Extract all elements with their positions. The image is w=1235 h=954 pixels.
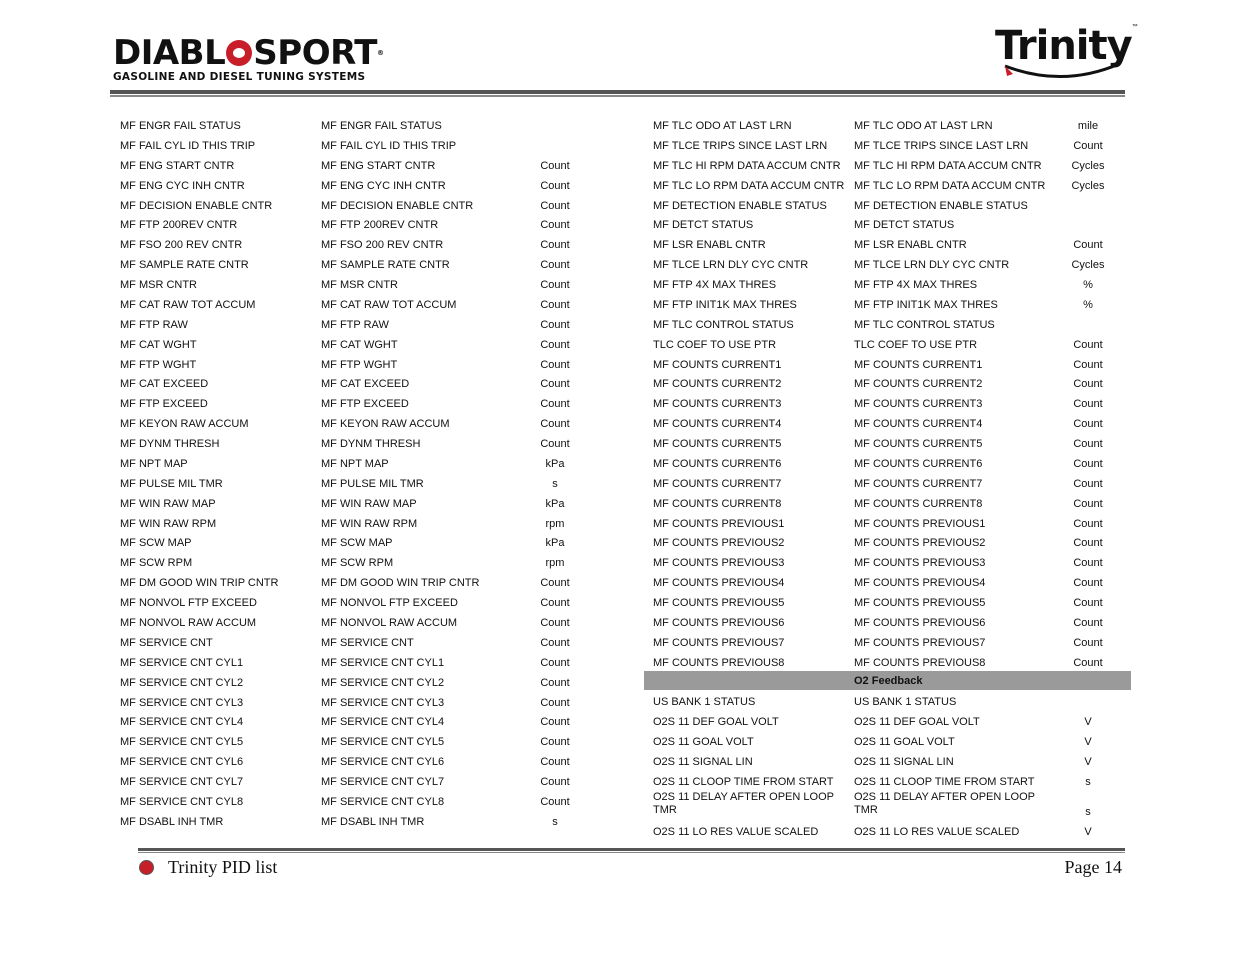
pid-unit: rpm bbox=[545, 517, 565, 530]
pid-description: MF SERVICE CNT CYL3 bbox=[321, 696, 445, 709]
pid-unit: s bbox=[1085, 776, 1091, 788]
header-rule-thin bbox=[110, 95, 1125, 97]
pid-description: MF DECISION ENABLE CNTR bbox=[321, 199, 474, 212]
pid-unit: Count bbox=[540, 219, 570, 232]
pid-description: MF DETCT STATUS bbox=[854, 219, 955, 232]
pid-unit: s bbox=[552, 815, 558, 828]
pid-unit: Count bbox=[1073, 557, 1103, 570]
pid-unit: Count bbox=[540, 696, 570, 709]
pid-name: MF DSABL INH TMR bbox=[120, 815, 224, 828]
pid-description: MF TLC ODO AT LAST LRN bbox=[854, 120, 993, 132]
section-header-o2-feedback: O2 Feedback bbox=[854, 675, 923, 687]
pid-unit: Count bbox=[1073, 537, 1103, 550]
pid-name: MF COUNTS CURRENT2 bbox=[653, 378, 782, 391]
pid-unit: Count bbox=[540, 636, 570, 649]
pid-name: MF COUNTS CURRENT7 bbox=[653, 477, 782, 490]
pid-name: MF FTP EXCEED bbox=[120, 398, 208, 411]
pid-unit: Cycles bbox=[1071, 179, 1105, 192]
pid-description: MF TLCE LRN DLY CYC CNTR bbox=[854, 259, 1010, 272]
pid-name: MF DETECTION ENABLE STATUS bbox=[653, 199, 827, 212]
pid-unit: Count bbox=[540, 676, 570, 689]
pid-name: MF SCW RPM bbox=[120, 557, 193, 570]
pid-description: O2S 11 CLOOP TIME FROM START bbox=[854, 776, 1035, 788]
pid-unit: s bbox=[1085, 806, 1091, 818]
pid-name: MF COUNTS PREVIOUS2 bbox=[653, 537, 785, 550]
pid-description: MF COUNTS CURRENT5 bbox=[854, 438, 983, 451]
pid-unit: Cycles bbox=[1071, 159, 1105, 172]
pid-description: MF COUNTS PREVIOUS7 bbox=[854, 636, 986, 649]
pid-description: MF SERVICE CNT CYL5 bbox=[321, 736, 445, 749]
pid-name: MF CAT EXCEED bbox=[120, 378, 209, 391]
pid-description: MF WIN RAW MAP bbox=[321, 497, 417, 510]
pid-unit: Count bbox=[1073, 338, 1103, 351]
pid-description: MF FAIL CYL ID THIS TRIP bbox=[321, 139, 457, 152]
pid-unit: Count bbox=[1073, 418, 1103, 431]
pid-description: MF SCW MAP bbox=[321, 537, 393, 550]
pid-unit: Cycles bbox=[1071, 259, 1105, 272]
pid-name: MF TLC CONTROL STATUS bbox=[653, 318, 794, 331]
pid-unit: V bbox=[1084, 826, 1092, 838]
pid-unit: Count bbox=[1073, 636, 1103, 649]
pid-unit: Count bbox=[540, 259, 570, 272]
pid-unit: Count bbox=[1073, 497, 1103, 510]
pid-unit: Count bbox=[1073, 139, 1103, 152]
pid-unit: s bbox=[552, 477, 558, 490]
pid-unit: Count bbox=[1073, 398, 1103, 411]
pid-unit: kPa bbox=[545, 537, 565, 550]
pid-name: MF SERVICE CNT bbox=[120, 636, 213, 649]
pid-name: US BANK 1 STATUS bbox=[653, 696, 756, 708]
pid-unit: Count bbox=[1073, 656, 1103, 669]
diablosport-wordmark bbox=[113, 33, 384, 73]
pid-name: O2S 11 GOAL VOLT bbox=[653, 736, 754, 748]
pid-unit: Count bbox=[540, 418, 570, 431]
pid-unit: Count bbox=[540, 577, 570, 590]
swoosh-icon bbox=[1003, 62, 1121, 80]
pid-description: MF FTP EXCEED bbox=[321, 398, 409, 411]
pid-description: MF NONVOL RAW ACCUM bbox=[321, 617, 458, 629]
pid-name: MF TLCE TRIPS SINCE LAST LRN bbox=[653, 139, 828, 152]
wordmark-left: DIABL bbox=[113, 33, 226, 73]
pid-description: MF SERVICE CNT CYL4 bbox=[321, 716, 445, 729]
pid-description: MF COUNTS CURRENT8 bbox=[854, 497, 983, 510]
pid-description: MF COUNTS CURRENT1 bbox=[854, 358, 983, 371]
pid-unit: Count bbox=[1073, 517, 1103, 530]
pid-description: MF DYNM THRESH bbox=[321, 438, 421, 451]
pid-description: O2S 11 LO RES VALUE SCALED bbox=[854, 826, 1020, 838]
pid-description: MF SCW RPM bbox=[321, 557, 394, 570]
pid-unit: Count bbox=[540, 398, 570, 411]
pid-name: MF DYNM THRESH bbox=[120, 438, 220, 451]
pid-unit: Count bbox=[1073, 457, 1103, 470]
footer-title: Trinity PID list bbox=[168, 857, 278, 877]
pid-name: O2S 11 DELAY AFTER OPEN LOOP TMR bbox=[653, 791, 834, 816]
pid-unit: Count bbox=[1073, 239, 1103, 252]
pid-name: O2S 11 LO RES VALUE SCALED bbox=[653, 826, 819, 838]
pid-description: MF CAT EXCEED bbox=[321, 378, 410, 391]
pid-description: MF FTP RAW bbox=[321, 318, 389, 331]
footer-rule bbox=[138, 848, 1125, 851]
pid-unit: Count bbox=[540, 338, 570, 351]
pid-name: MF SERVICE CNT CYL4 bbox=[120, 716, 244, 729]
pid-description: MF FTP 4X MAX THRES bbox=[854, 279, 978, 292]
pid-unit: Count bbox=[540, 438, 570, 451]
pid-unit: Count bbox=[540, 159, 570, 172]
page-number: Page 14 bbox=[1064, 857, 1122, 877]
pid-description: MF TLC CONTROL STATUS bbox=[854, 318, 995, 331]
pid-unit: Count bbox=[540, 795, 570, 808]
registered-mark: ® bbox=[376, 49, 384, 57]
pid-unit: Count bbox=[1073, 358, 1103, 371]
pid-name: O2S 11 DEF GOAL VOLT bbox=[653, 716, 779, 728]
pid-name: MF COUNTS PREVIOUS8 bbox=[653, 656, 785, 669]
trinity-logo bbox=[995, 23, 1138, 84]
pid-unit: kPa bbox=[545, 497, 565, 510]
pid-name: MF COUNTS PREVIOUS4 bbox=[653, 577, 785, 590]
pid-name: MF COUNTS PREVIOUS1 bbox=[653, 517, 785, 530]
pid-description: MF SERVICE CNT CYL6 bbox=[321, 756, 445, 769]
pid-name: MF FTP WGHT bbox=[120, 358, 197, 371]
pid-name: MF FTP 4X MAX THRES bbox=[653, 279, 777, 292]
pid-name: MF TLC ODO AT LAST LRN bbox=[653, 120, 792, 132]
pid-unit: Count bbox=[540, 279, 570, 292]
pid-description: MF COUNTS PREVIOUS2 bbox=[854, 537, 986, 550]
pid-unit: Count bbox=[540, 378, 570, 391]
pid-unit: Count bbox=[540, 716, 570, 729]
pid-name: MF SERVICE CNT CYL8 bbox=[120, 795, 244, 808]
pid-name: MF COUNTS PREVIOUS3 bbox=[653, 557, 785, 570]
pid-name: MF FTP RAW bbox=[120, 318, 188, 331]
pid-description: MF COUNTS CURRENT2 bbox=[854, 378, 983, 391]
pid-name: MF COUNTS CURRENT3 bbox=[653, 398, 782, 411]
pid-unit: Count bbox=[540, 756, 570, 769]
pid-unit: Count bbox=[540, 358, 570, 371]
pid-description: O2S 11 DELAY AFTER OPEN LOOP TMR bbox=[854, 791, 1035, 816]
pid-name: MF SAMPLE RATE CNTR bbox=[120, 259, 249, 272]
pid-description: MF SERVICE CNT CYL2 bbox=[321, 676, 445, 689]
pid-description: O2S 11 SIGNAL LIN bbox=[854, 756, 954, 768]
pid-unit: Count bbox=[540, 617, 570, 629]
pid-name: MF WIN RAW RPM bbox=[120, 517, 217, 530]
diablosport-logo bbox=[113, 33, 384, 84]
pid-description: MF SERVICE CNT CYL1 bbox=[321, 656, 445, 669]
pid-name: MF SERVICE CNT CYL2 bbox=[120, 676, 244, 689]
pid-description: MF TLC HI RPM DATA ACCUM CNTR bbox=[854, 159, 1042, 172]
pid-name: MF SERVICE CNT CYL5 bbox=[120, 736, 244, 749]
pid-name: MF COUNTS PREVIOUS7 bbox=[653, 636, 785, 649]
pid-name: MF ENGR FAIL STATUS bbox=[120, 120, 241, 132]
pid-name: MF FSO 200 REV CNTR bbox=[120, 239, 243, 252]
pid-description: MF FSO 200 REV CNTR bbox=[321, 239, 444, 252]
pid-name: MF DETCT STATUS bbox=[653, 219, 754, 232]
trademark-mark: ™ bbox=[1131, 24, 1138, 30]
pid-name: MF COUNTS CURRENT1 bbox=[653, 358, 782, 371]
pid-name: O2S 11 SIGNAL LIN bbox=[653, 756, 753, 768]
pid-name: MF PULSE MIL TMR bbox=[120, 477, 223, 490]
pid-description: MF CAT WGHT bbox=[321, 338, 398, 351]
pid-name: MF SERVICE CNT CYL3 bbox=[120, 696, 244, 709]
pid-name: MF COUNTS CURRENT4 bbox=[653, 418, 782, 431]
pid-unit: V bbox=[1084, 756, 1092, 768]
footer-rule-thin bbox=[138, 852, 1125, 853]
pid-name: MF ENG START CNTR bbox=[120, 159, 235, 172]
pid-description: MF COUNTS CURRENT7 bbox=[854, 477, 983, 490]
trinity-wordmark: Trinity bbox=[995, 23, 1132, 69]
pid-description: MF COUNTS PREVIOUS8 bbox=[854, 656, 986, 669]
pid-name: MF TLC HI RPM DATA ACCUM CNTR bbox=[653, 159, 841, 172]
pid-name: MF COUNTS CURRENT6 bbox=[653, 457, 782, 470]
pid-name: MF COUNTS CURRENT8 bbox=[653, 497, 782, 510]
pid-description: MF COUNTS CURRENT6 bbox=[854, 457, 983, 470]
pid-description: MF DM GOOD WIN TRIP CNTR bbox=[321, 577, 480, 590]
pid-description: MF ENG CYC INH CNTR bbox=[321, 179, 446, 192]
pid-description: MF LSR ENABL CNTR bbox=[854, 239, 967, 252]
pid-unit: Count bbox=[540, 736, 570, 749]
pid-description: MF FTP WGHT bbox=[321, 358, 398, 371]
pid-name: O2S 11 CLOOP TIME FROM START bbox=[653, 776, 834, 788]
devil-o-icon bbox=[226, 40, 252, 66]
pid-unit: % bbox=[1083, 279, 1093, 292]
pid-unit: Count bbox=[540, 597, 570, 610]
pid-unit: Count bbox=[540, 318, 570, 331]
pid-description: MF COUNTS PREVIOUS6 bbox=[854, 617, 986, 629]
pid-name: MF COUNTS CURRENT5 bbox=[653, 438, 782, 451]
pid-description: MF SAMPLE RATE CNTR bbox=[321, 259, 450, 272]
pid-unit: Count bbox=[540, 298, 570, 311]
pid-description: MF FTP INIT1K MAX THRES bbox=[854, 298, 998, 311]
pid-unit: Count bbox=[1073, 477, 1103, 490]
pid-name: MF FAIL CYL ID THIS TRIP bbox=[120, 139, 256, 152]
pid-description: MF DSABL INH TMR bbox=[321, 815, 425, 828]
pid-name: MF SERVICE CNT CYL7 bbox=[120, 776, 244, 789]
pid-description: US BANK 1 STATUS bbox=[854, 696, 957, 708]
pid-description: MF NONVOL FTP EXCEED bbox=[321, 597, 458, 610]
header-rule bbox=[110, 90, 1125, 94]
pid-description: MF COUNTS CURRENT4 bbox=[854, 418, 983, 431]
pid-description: MF COUNTS PREVIOUS5 bbox=[854, 597, 986, 610]
pid-unit: mile bbox=[1077, 120, 1099, 132]
pid-description: MF ENG START CNTR bbox=[321, 159, 436, 172]
pid-description: MF FTP 200REV CNTR bbox=[321, 219, 439, 232]
pid-description: MF WIN RAW RPM bbox=[321, 517, 418, 530]
pid-name: MF SCW MAP bbox=[120, 537, 192, 550]
pid-name: MF CAT RAW TOT ACCUM bbox=[120, 298, 256, 311]
pid-unit: rpm bbox=[545, 557, 565, 570]
pid-description: MF COUNTS PREVIOUS3 bbox=[854, 557, 986, 570]
pid-unit: Count bbox=[540, 179, 570, 192]
pid-description: MF NPT MAP bbox=[321, 457, 389, 470]
pid-name: MF CAT WGHT bbox=[120, 338, 197, 351]
pid-unit: Count bbox=[1073, 597, 1103, 610]
pid-name: MF SERVICE CNT CYL1 bbox=[120, 656, 244, 669]
pid-unit: Count bbox=[1073, 378, 1103, 391]
pid-name: MF DM GOOD WIN TRIP CNTR bbox=[120, 577, 279, 590]
pid-unit: Count bbox=[1073, 577, 1103, 590]
pid-name: MF ENG CYC INH CNTR bbox=[120, 179, 245, 192]
pid-name: MF KEYON RAW ACCUM bbox=[120, 418, 249, 431]
pid-unit: Count bbox=[540, 656, 570, 669]
pid-name: MF NONVOL FTP EXCEED bbox=[120, 597, 257, 610]
wordmark-right: SPORT bbox=[253, 33, 377, 73]
pid-name: MF TLCE LRN DLY CYC CNTR bbox=[653, 259, 809, 272]
pid-description: MF SERVICE CNT CYL7 bbox=[321, 776, 445, 789]
pid-description: O2S 11 GOAL VOLT bbox=[854, 736, 955, 748]
pid-name: MF NONVOL RAW ACCUM bbox=[120, 617, 257, 629]
pid-description: MF COUNTS PREVIOUS1 bbox=[854, 517, 986, 530]
pid-description: MF MSR CNTR bbox=[321, 279, 398, 292]
pid-unit: Count bbox=[540, 776, 570, 789]
pid-description: MF SERVICE CNT CYL8 bbox=[321, 795, 445, 808]
pid-name: MF WIN RAW MAP bbox=[120, 497, 216, 510]
pid-description: MF PULSE MIL TMR bbox=[321, 477, 424, 490]
pid-name: TLC COEF TO USE PTR bbox=[653, 338, 777, 351]
pid-unit: % bbox=[1083, 298, 1093, 311]
pid-name: MF TLC LO RPM DATA ACCUM CNTR bbox=[653, 179, 845, 192]
pid-name: MF NPT MAP bbox=[120, 457, 188, 470]
pid-description: MF SERVICE CNT bbox=[321, 636, 414, 649]
pid-name: MF MSR CNTR bbox=[120, 279, 197, 292]
pid-unit: Count bbox=[540, 239, 570, 252]
bullet-icon bbox=[140, 861, 153, 874]
pid-unit: V bbox=[1084, 716, 1092, 728]
pid-unit: Count bbox=[540, 199, 570, 212]
pid-unit: Count bbox=[1073, 617, 1103, 629]
pid-name: MF LSR ENABL CNTR bbox=[653, 239, 766, 252]
pid-description: MF COUNTS PREVIOUS4 bbox=[854, 577, 986, 590]
pid-unit: kPa bbox=[545, 457, 565, 470]
pid-name: MF COUNTS PREVIOUS6 bbox=[653, 617, 785, 629]
pid-description: MF COUNTS CURRENT3 bbox=[854, 398, 983, 411]
diablosport-tagline: GASOLINE AND DIESEL TUNING SYSTEMS bbox=[113, 71, 366, 83]
pid-name: MF SERVICE CNT CYL6 bbox=[120, 756, 244, 769]
pid-description: TLC COEF TO USE PTR bbox=[854, 338, 978, 351]
pid-description: MF CAT RAW TOT ACCUM bbox=[321, 298, 457, 311]
pid-unit: V bbox=[1084, 736, 1092, 748]
pid-name: MF COUNTS PREVIOUS5 bbox=[653, 597, 785, 610]
pid-description: MF TLCE TRIPS SINCE LAST LRN bbox=[854, 139, 1029, 152]
pid-description: MF KEYON RAW ACCUM bbox=[321, 418, 450, 431]
pid-unit: Count bbox=[1073, 438, 1103, 451]
pid-name: MF FTP 200REV CNTR bbox=[120, 219, 238, 232]
pid-description: MF ENGR FAIL STATUS bbox=[321, 120, 442, 132]
pid-description: MF DETECTION ENABLE STATUS bbox=[854, 199, 1028, 212]
pid-name: MF FTP INIT1K MAX THRES bbox=[653, 298, 797, 311]
pid-description: O2S 11 DEF GOAL VOLT bbox=[854, 716, 980, 728]
pid-name: MF DECISION ENABLE CNTR bbox=[120, 199, 273, 212]
pid-description: MF TLC LO RPM DATA ACCUM CNTR bbox=[854, 179, 1046, 192]
